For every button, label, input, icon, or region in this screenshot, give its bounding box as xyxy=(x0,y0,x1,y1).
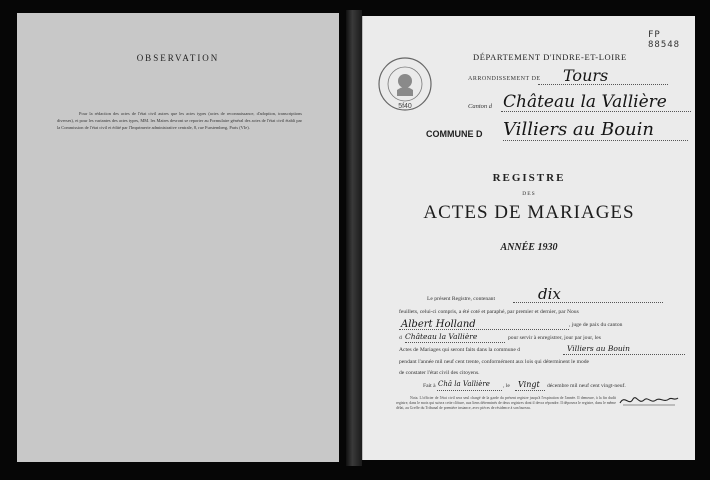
certificate-line-4: pour servir à enregistrer, jour par jour, les xyxy=(508,335,601,341)
commune-label: COMMUNE D xyxy=(426,129,483,139)
arrondissement-label: ARRONDISSEMENT DE xyxy=(468,76,541,82)
observation-title: OBSERVATION xyxy=(136,53,220,63)
certificate-line-7: de constater l'état civil des citoyens. xyxy=(399,370,480,376)
certificate-line-5: Actes de Mariages qui seront faits dans la commune d xyxy=(399,347,521,353)
certificate-line-1: Le présent Registre, contenant xyxy=(427,296,496,302)
actes-heading: ACTES DE MARIAGES xyxy=(423,202,635,223)
commune-line-2 xyxy=(563,354,685,355)
place-line xyxy=(437,390,502,391)
arrondissement-value: Tours xyxy=(563,66,609,85)
done-at-date: décembre mil neuf cent vingt-neuf. xyxy=(547,383,626,389)
des-heading: DES xyxy=(522,191,536,197)
year-heading: ANNÉE 1930 xyxy=(500,242,558,253)
certificate-line-3: , juge de paix du canton xyxy=(569,322,623,328)
archive-reference: FP 88548 xyxy=(648,30,681,50)
done-at-day: Vingt xyxy=(518,380,540,389)
canton-label: Canton d xyxy=(468,103,493,110)
canton-value: Château la Vallière xyxy=(503,92,667,112)
certificate-line-2: feuillets, celui-ci compris, a été coté et paraphé, par premier et dernier, par Nous xyxy=(399,309,579,315)
book-spine xyxy=(346,10,362,466)
leaves-line xyxy=(513,302,663,303)
department: DÉPARTEMENT D'INDRE-ET-LOIRE xyxy=(473,52,627,62)
judge-name: Albert Holland xyxy=(401,319,476,330)
nota-label: Nota. xyxy=(410,396,419,400)
day-line xyxy=(515,390,545,391)
nota-text: L'officier de l'état civil sera seul chargé de la garde du présent registre jusqu'à l'expiration de l'année. Il demeure, à la fin dudit registre, dans le mois qui suivra cette clôture, aux liens déterminés de deux registres dont il devra répondre. Il déposera le registre, dans le même délai, au Greffe du Tribunal de première instance, avec pièces de résidence à son bureau. xyxy=(396,396,616,410)
observation-text: Pour la rédaction des actes de l'état civil autres que les actes types (actes de reconnaissance, d'adoption, transcriptions diverses), et pour les variantes des actes types, MM. les Maires devront se reporter au Formulaire général des actes de l'état civil établi par la Commission de l'état civil et édité par l'Imprimerie administrative centrale, 8, rue Furstemberg, Paris (VIe). xyxy=(57,111,302,131)
done-at-le: , le xyxy=(503,383,510,389)
commune-handwritten: Villiers au Bouin xyxy=(567,344,630,353)
commune-line xyxy=(503,140,688,141)
judge-signature xyxy=(617,390,681,410)
nota-block xyxy=(396,396,616,411)
leaves-count: dix xyxy=(538,285,561,303)
certificate-line-6: pendant l'année mil neuf cent trente, conformément aux lois qui déterminent le mode xyxy=(399,359,590,365)
done-at-label: Fait à xyxy=(423,383,436,389)
stamp-price: 5f40 xyxy=(398,103,412,110)
commune-value: Villiers au Bouin xyxy=(503,119,654,140)
done-at-place: Châ la Vallière xyxy=(438,380,490,388)
observation-page xyxy=(17,13,339,462)
register-cover-page xyxy=(362,16,695,460)
certificate-line-4-prefix: d xyxy=(399,335,402,341)
tax-stamp-seal xyxy=(377,56,433,112)
canton-line-2 xyxy=(405,342,505,343)
judge-line xyxy=(399,329,569,330)
canton-handwritten: Château la Vallière xyxy=(405,332,478,341)
registre-heading: REGISTRE xyxy=(492,172,566,184)
